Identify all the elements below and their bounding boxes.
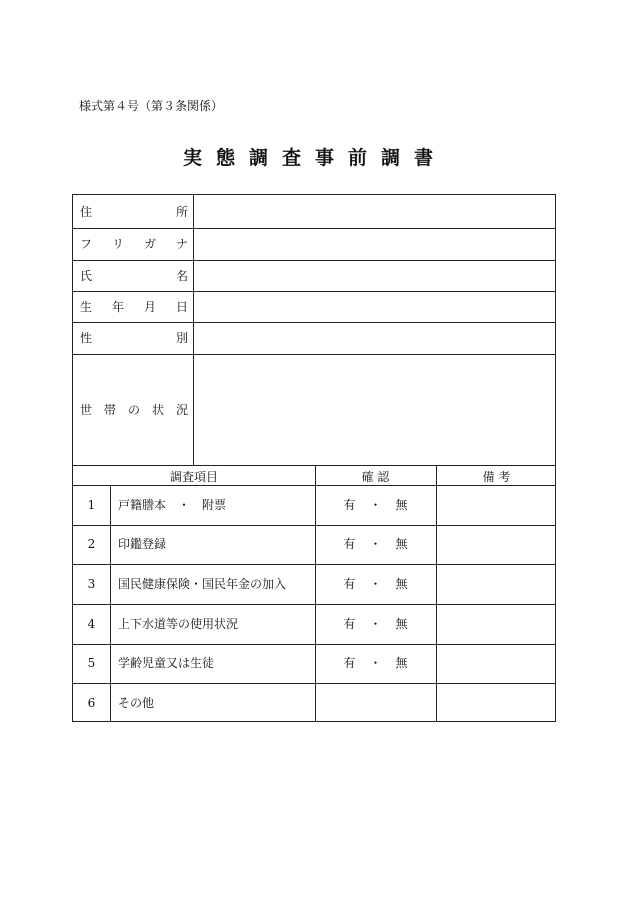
label-furigana: [80, 237, 188, 251]
row-remarks[interactable]: [437, 486, 556, 525]
row-number: 2: [87, 537, 96, 551]
row-item-label: 学齢児童又は生徒: [118, 656, 215, 670]
option-no[interactable]: 無: [395, 617, 408, 631]
option-no[interactable]: 無: [395, 537, 408, 551]
label-address: [80, 205, 188, 219]
label-char: 別: [175, 331, 188, 345]
label-char: ガ: [143, 237, 156, 251]
row-item-label: 国民健康保険・国民年金の加入: [118, 577, 287, 591]
row-item-label: その他: [118, 696, 155, 710]
row-item-label: 上下水道等の使用状況: [118, 617, 239, 631]
label-char: 世: [80, 403, 93, 417]
label-char: 名: [175, 269, 188, 283]
label-char: 生: [80, 300, 93, 314]
option-separator: ・: [369, 498, 382, 512]
label-char: 氏: [80, 269, 93, 283]
option-separator: ・: [369, 656, 382, 670]
label-name: [80, 269, 188, 283]
label-char: 況: [175, 403, 188, 417]
row-number: 5: [87, 656, 96, 670]
row-check-empty[interactable]: [316, 684, 435, 723]
row-check-options[interactable]: [315, 565, 436, 604]
option-separator: ・: [369, 617, 382, 631]
label-char: 性: [80, 331, 93, 345]
furigana-value[interactable]: [194, 229, 556, 260]
header-confirmation: 確 認: [361, 470, 390, 484]
option-yes[interactable]: 有: [343, 617, 356, 631]
birthdate-value[interactable]: [194, 292, 556, 322]
option-no[interactable]: 無: [395, 498, 408, 512]
row-check-options[interactable]: [315, 486, 436, 525]
label-char: リ: [111, 237, 124, 251]
option-yes[interactable]: 有: [343, 656, 356, 670]
label-char: 住: [80, 205, 93, 219]
row-check-options[interactable]: [315, 525, 436, 564]
name-value[interactable]: [194, 261, 556, 291]
header-remarks: 備 考: [482, 470, 511, 484]
option-yes[interactable]: 有: [343, 537, 356, 551]
document-title: 実態調査事前調書: [182, 147, 447, 169]
label-char: フ: [80, 237, 93, 251]
label-char: ナ: [175, 237, 188, 251]
label-char: 所: [175, 205, 188, 219]
label-birthdate: [80, 300, 188, 314]
header-survey-item: 調査項目: [169, 470, 218, 484]
option-separator: ・: [369, 537, 382, 551]
form-number: 様式第４号（第３条関係）: [79, 99, 224, 113]
row-remarks[interactable]: [437, 525, 556, 564]
row-check-options[interactable]: [315, 605, 436, 644]
row-item-label: 戸籍謄本 ・ 附票: [118, 498, 227, 512]
label-char: 年: [111, 300, 124, 314]
label-char: 月: [143, 300, 156, 314]
row-check-options[interactable]: [315, 644, 436, 683]
address-value[interactable]: [194, 195, 556, 228]
option-no[interactable]: 無: [395, 577, 408, 591]
option-yes[interactable]: 有: [343, 577, 356, 591]
row-number: 4: [87, 617, 96, 631]
option-no[interactable]: 無: [395, 656, 408, 670]
row-number: 6: [87, 696, 96, 710]
household-status-value[interactable]: [194, 355, 556, 465]
row-number: 1: [87, 498, 96, 512]
row-remarks[interactable]: [437, 684, 556, 723]
row-remarks[interactable]: [437, 605, 556, 644]
row-remarks[interactable]: [437, 644, 556, 683]
option-separator: ・: [369, 577, 382, 591]
survey-form-table: [72, 194, 556, 722]
label-char: 状: [151, 403, 164, 417]
label-char: の: [127, 403, 140, 417]
option-yes[interactable]: 有: [343, 498, 356, 512]
row-item-label: 印鑑登録: [118, 537, 167, 551]
label-char: 帯: [103, 403, 116, 417]
gender-value[interactable]: [194, 323, 556, 354]
row-remarks[interactable]: [437, 565, 556, 604]
label-char: 日: [175, 300, 188, 314]
label-household-status: [80, 403, 188, 417]
label-gender: [80, 331, 188, 345]
row-number: 3: [87, 577, 96, 591]
